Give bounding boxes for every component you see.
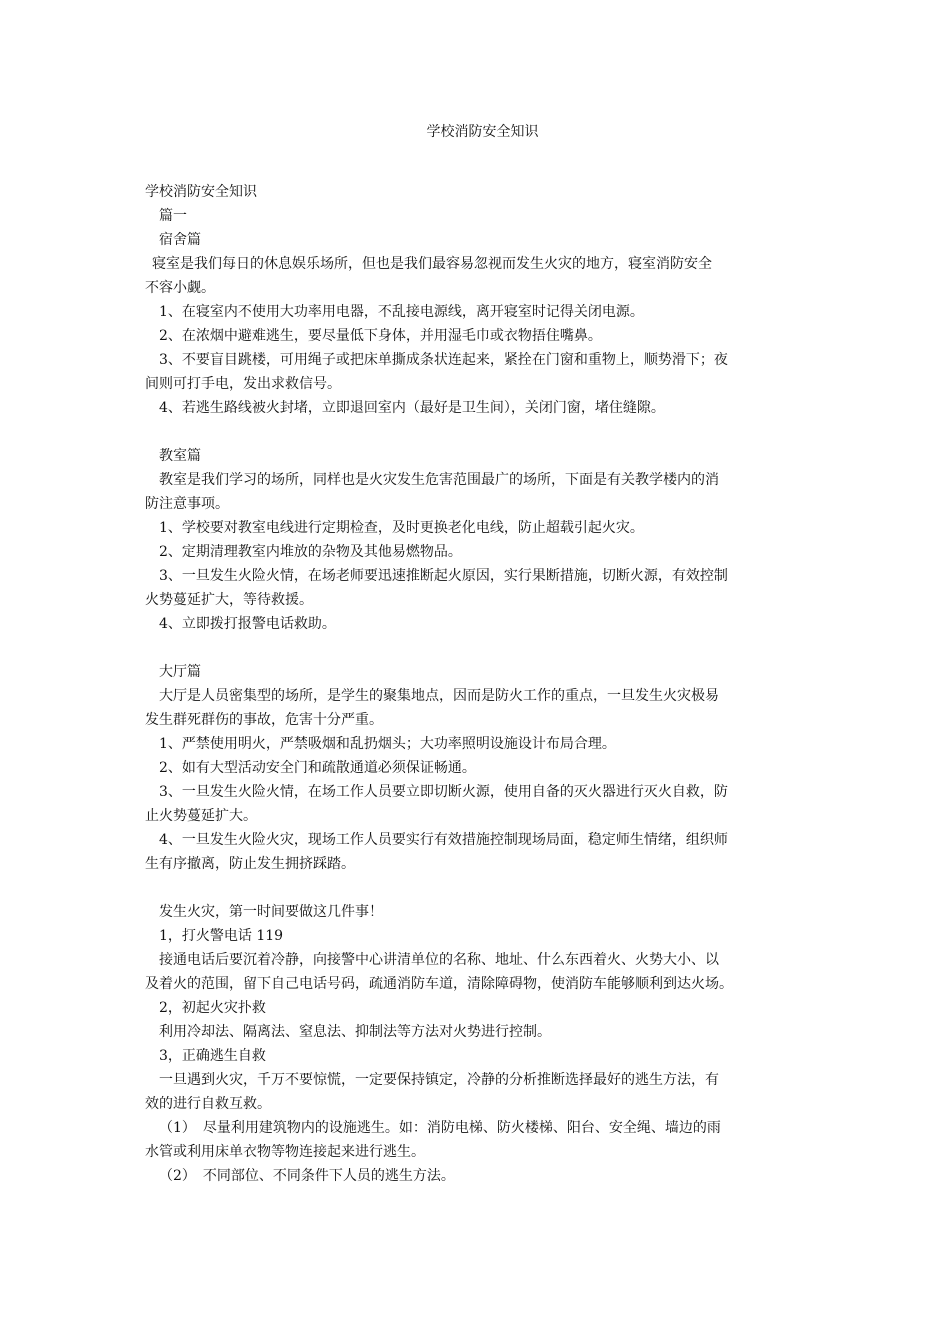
fire-step-title: 3，正确逃生自救: [159, 1048, 266, 1064]
classroom-item: 1、学校要对教室电线进行定期检查，及时更换老化电线，防止超载引起火灾。: [159, 520, 644, 536]
fire-step-text: 接通电话后要沉着冷静，向接警中心讲清单位的名称、地址、什么东西着火、火势大小、以: [159, 952, 719, 968]
document-heading: 学校消防安全知识: [145, 184, 257, 200]
classroom-item: 3、一旦发生火险火情，在场老师要迅速推断起火原因，实行果断措施，切断火源，有效控制: [159, 568, 728, 584]
classroom-item: 火势蔓延扩大，等待救援。: [145, 592, 313, 608]
dorm-item: 3、不要盲目跳楼，可用绳子或把床单撕成条状连起来，紧拴在门窗和重物上，顺势滑下；夜: [159, 352, 728, 368]
fire-step-text: 一旦遇到火灾，千万不要惊慌，一定要保持镇定，冷静的分析推断选择最好的逃生方法，有: [159, 1072, 719, 1088]
dorm-item: 1、在寝室内不使用大功率用电器，不乱接电源线，离开寝室时记得关闭电源。: [159, 304, 644, 320]
spacer: [145, 420, 810, 444]
document-page: [145, 120, 810, 1188]
hall-intro-line: 大厅是人员密集型的场所，是学生的聚集地点，因而是防火工作的重点，一旦发生火灾极易: [159, 688, 719, 704]
fire-step-text: 效的进行自救互救。: [145, 1096, 271, 1112]
fire-sub-item: （1） 尽量利用建筑物内的设施逃生。如：消防电梯、防火楼梯、阳台、安全绳、墙边的雨: [159, 1120, 721, 1136]
hall-item: 3、一旦发生火险火情，在场工作人员要立即切断火源，使用自备的灭火器进行灭火自救，防: [159, 784, 728, 800]
hall-item: 4、一旦发生火险火灾，现场工作人员要实行有效措施控制现场局面，稳定师生情绪，组织师: [159, 832, 728, 848]
fire-step-title: 1，打火警电话 119: [159, 928, 284, 944]
hall-intro-line: 发生群死群伤的事故，危害十分严重。: [145, 712, 383, 728]
classroom-heading: 教室篇: [159, 448, 201, 464]
classroom-item: 4、立即拨打报警电话救助。: [159, 616, 336, 632]
hall-item: 止火势蔓延扩大。: [145, 808, 257, 824]
fire-sub-item: 水管或利用床单衣物等物连接起来进行逃生。: [145, 1144, 425, 1160]
dorm-item: 间则可打手电，发出求救信号。: [145, 376, 341, 392]
fire-step-text: 及着火的范围，留下自己电话号码，疏通消防车道，清除障碍物，使消防车能够顺利到达火场。: [145, 976, 733, 992]
fire-heading: 发生火灾，第一时间要做这几件事！: [159, 904, 383, 920]
hall-item: 生有序撤离，防止发生拥挤踩踏。: [145, 856, 355, 872]
fire-sub-item: （2） 不同部位、不同条件下人员的逃生方法。: [159, 1168, 455, 1184]
hall-item: 1、严禁使用明火，严禁吸烟和乱扔烟头；大功率照明设施设计布局合理。: [159, 736, 616, 752]
dorm-heading: 宿舍篇: [159, 232, 201, 248]
dorm-item: 4、若逃生路线被火封堵，立即退回室内（最好是卫生间），关闭门窗，堵住缝隙。: [159, 400, 665, 416]
classroom-intro-line: 教室是我们学习的场所，同样也是火灾发生危害范围最广的场所，下面是有关教学楼内的消: [159, 472, 719, 488]
fire-step-title: 2，初起火灾扑救: [159, 1000, 266, 1016]
classroom-intro-line: 防注意事项。: [145, 496, 229, 512]
dorm-item: 2、在浓烟中避难逃生，要尽量低下身体，并用湿毛巾或衣物捂住嘴鼻。: [159, 328, 602, 344]
dorm-intro-line: 不容小觑。: [145, 280, 215, 296]
hall-item: 2、如有大型活动安全门和疏散通道必须保证畅通。: [159, 760, 476, 776]
classroom-item: 2、定期清理教室内堆放的杂物及其他易燃物品。: [159, 544, 462, 560]
fire-step-text: 利用冷却法、隔离法、窒息法、抑制法等方法对火势进行控制。: [159, 1024, 551, 1040]
spacer: [145, 876, 810, 900]
spacer: [145, 636, 810, 660]
part-label: 篇一: [159, 208, 187, 224]
document-title: 学校消防安全知识: [426, 124, 539, 140]
dorm-intro-line: 寝室是我们每日的休息娱乐场所，但也是我们最容易忽视而发生火灾的地方，寝室消防安全: [152, 256, 712, 272]
hall-heading: 大厅篇: [159, 664, 201, 680]
